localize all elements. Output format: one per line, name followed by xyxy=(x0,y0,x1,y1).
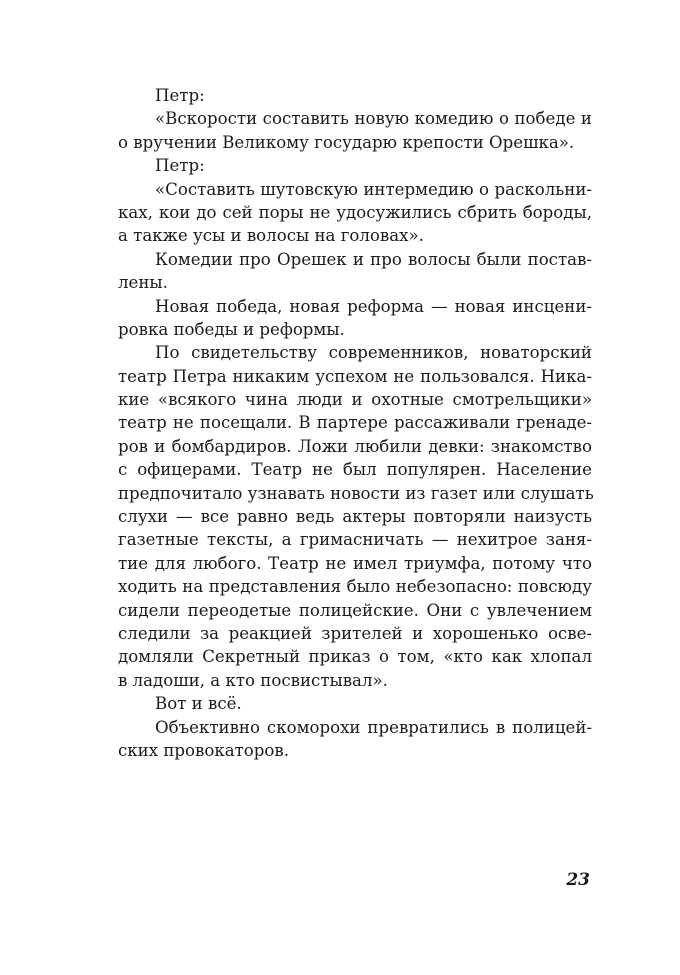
text-line: театр не посещали. В партере рассаживали гренаде- xyxy=(118,413,592,433)
text-line: Вот и всё. xyxy=(155,694,242,714)
text-line: ров и бомбардиров. Ложи любили девки: знакомство xyxy=(118,436,592,456)
text-line: слухи — все равно ведь актеры повторяли наизусть xyxy=(118,507,592,527)
text-line: в ладоши, а кто посвистывал». xyxy=(118,670,388,690)
text-line: ках, кои до сей поры не удосужились сбрить бороды, xyxy=(118,202,592,222)
text-line: сидели переодетые полицейские. Они с увлечением xyxy=(118,600,592,620)
text-line: газетные тексты, а гримасничать — нехитрое заня- xyxy=(118,530,592,550)
text-line: о вручении Великому государю крепости Орешка». xyxy=(118,132,575,152)
text-line: «Составить шутовскую интермедию о раскольни- xyxy=(155,179,592,199)
text-line: лены. xyxy=(118,273,168,293)
text-line: а также усы и волосы на головах». xyxy=(118,226,424,246)
text-line: предпочитало узнавать новости из газет или слушать xyxy=(118,483,594,503)
text-line: Петр: xyxy=(155,86,205,105)
text-line: тие для любого. Театр не имел триумфа, потому что xyxy=(118,553,592,573)
text-line: По свидетельству современников, новаторский xyxy=(155,343,592,363)
text-line: ходить на представления было небезопасно: повсюду xyxy=(118,577,592,597)
text-line: театр Петра никаким успехом не пользовался. Ника- xyxy=(118,366,592,386)
text-line: Объективно скоморохи превратились в полицей- xyxy=(155,717,592,737)
text-line: следили за реакцией зрителей и хорошенько осве- xyxy=(118,623,592,643)
text-line: с офицерами. Театр не был популярен. Население xyxy=(118,460,592,480)
text-line: ских провокаторов. xyxy=(118,740,290,760)
page-number: 23 xyxy=(566,870,590,890)
text-line: кие «всякого чина люди и охотные смотрельщики» xyxy=(118,390,592,410)
text-line: домляли Секретный приказ о том, «кто как хлопал xyxy=(118,647,592,667)
text-line: Комедии про Орешек и про волосы были постав- xyxy=(155,249,592,269)
text-line: «Вскорости составить новую комедию о победе и xyxy=(155,109,592,129)
page-text xyxy=(118,84,592,762)
text-line: ровка победы и реформы. xyxy=(118,319,345,339)
text-line: Петр: xyxy=(155,156,205,176)
text-line: Новая победа, новая реформа — новая инсцени- xyxy=(155,296,592,316)
